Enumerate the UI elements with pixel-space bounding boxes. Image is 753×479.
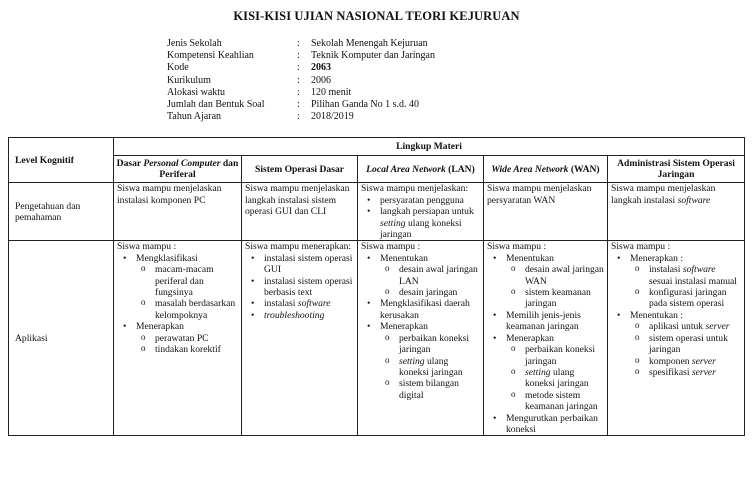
bullet-list [487,253,604,436]
meta-label: Kurikulum [167,74,211,86]
bullet-item [361,298,480,321]
text-run: instalasi sistem operasi GUI [264,252,353,276]
text-run: Siswa mampu menerapkan: [245,241,352,253]
text-run: desain jaringan [399,287,458,299]
text-run: sistem bilangan digital [399,378,459,401]
sub-item [630,264,741,287]
sub-list [380,264,480,298]
column-header [484,156,608,183]
cell-intro [611,183,741,206]
sub-item [136,298,238,321]
text-run: perbaikan koneksi jaringan [525,344,596,367]
meta-row [167,50,435,62]
text-run: Personal Computer [143,158,221,170]
bullet-item [117,321,238,355]
materi-cell [608,183,745,241]
text-run: sesuai instalasi manual [649,275,737,287]
sub-item [630,367,741,378]
text-run: Menentukan [506,252,554,264]
level-kognitif-header: Level Kognitif [9,138,114,183]
text-run: spesifikasi [649,366,692,378]
sub-item [630,333,741,356]
text-run: masalah berdasarkan kelompoknya [155,298,236,321]
sub-item [136,344,238,355]
meta-label: Kompetensi Keahlian [167,50,254,62]
bullet-item [487,310,604,333]
meta-colon: : [297,86,300,98]
column-header [608,156,745,183]
meta-value: Pilihan Ganda No 1 s.d. 40 [311,99,420,111]
text-run: Dasar [116,158,144,170]
text-run: Menerapkan : [630,252,684,264]
column-header [242,156,358,183]
text-run: persyaratan pengguna [380,194,464,206]
bullet-list [361,195,480,241]
text-run: ulang koneksi jaringan [525,366,589,390]
meta-colon: : [297,111,300,123]
meta-label: Jumlah dan Bentuk Soal [167,99,265,111]
text-run: Menentukan : [630,309,684,321]
cell-intro [487,183,604,206]
text-run: server [691,366,716,378]
sub-item [506,344,604,367]
bullet-item [245,276,354,299]
bullet-item [117,253,238,321]
meta-colon: : [297,99,300,111]
bullet-item [361,253,480,299]
text-run: macam-macam periferal dan fungsinya [155,264,214,299]
text-run: perbaikan koneksi jaringan [399,332,470,356]
text-run: Siswa mampu menjelaskan langkah instalasi [611,183,716,206]
text-run: Siswa mampu : [117,241,177,253]
meta-row [167,111,435,123]
sub-list [506,344,604,412]
sub-list [136,264,238,321]
materi-cell [242,241,358,436]
text-run: desain awal jaringan WAN [525,264,604,287]
text-run: Menerapkan [136,321,184,333]
bullet-item [361,206,480,240]
meta-row [167,38,435,50]
meta-value: 2018/2019 [311,111,354,123]
text-run: instalasi sistem operasi berbasis text [264,275,353,299]
materi-cell [608,241,745,436]
meta-colon: : [297,50,300,62]
sub-item [630,287,741,310]
materi-cell [484,183,608,241]
meta-value: 2063 [311,62,331,74]
text-run: server [705,321,730,333]
materi-cell [114,183,242,241]
cell-intro [611,241,741,252]
sub-item [136,264,238,298]
sub-item [380,333,480,356]
bullet-list [611,253,741,378]
text-run: Siswa mampu menjelaskan: [361,183,469,195]
meta-value: Sekolah Menengah Kejuruan [311,38,428,49]
sub-item [506,287,604,310]
sub-list [630,321,741,378]
text-run: tindakan korektif [155,344,221,356]
sub-item [380,287,480,298]
meta-value: Teknik Komputer dan Jaringan [311,50,435,62]
sub-item [380,356,480,379]
meta-value: 120 menit [311,86,352,98]
text-run: Mengklasifikasi [136,252,198,264]
text-run: Menerapkan [506,332,554,344]
sub-list [380,333,480,401]
sub-item [506,264,604,287]
text-run: langkah persiapan untuk [380,206,474,218]
text-run: sistem keamanan jaringan [525,287,591,310]
bullet-item [487,333,604,413]
cell-intro [361,241,480,252]
text-run: Siswa mampu menjelaskan instalasi komponen PC [117,183,222,206]
text-run: setting [380,217,406,229]
sub-list [630,264,741,310]
sub-list [136,333,238,356]
text-run: Siswa mampu menjelaskan langkah instalasi sistem operasi GUI dan CLI [245,183,350,218]
sub-list [506,264,604,310]
sub-item [630,321,741,332]
text-run: troubleshooting [264,309,325,321]
text-run: ulang koneksi jaringan [399,355,463,378]
text-run: dan Periferal [159,158,239,181]
table-row [9,183,745,241]
bullet-item [361,195,480,206]
materi-cell [242,183,358,241]
meta-label: Tahun Ajaran [167,111,222,123]
table-row [9,241,745,436]
text-run: Administrasi Sistem Operasi Jaringan [617,158,735,181]
text-run: aplikasi untuk [649,321,706,333]
meta-row [167,62,435,74]
sub-item [380,378,480,401]
bullet-item [611,253,741,310]
text-run: konfigurasi jaringan pada sistem operasi [649,287,727,310]
sub-item [506,367,604,390]
meta-colon: : [297,62,300,74]
text-run: software [682,264,716,276]
sub-item [380,264,480,287]
text-run: Sistem Operasi Dasar [255,163,344,175]
text-run: Memilih jenis-jenis keamanan jaringan [506,309,581,333]
cell-intro [117,241,238,252]
level-kognitif-cell: Pengetahuan dan pemahaman [9,183,114,241]
materi-cell [358,183,484,241]
bullet-item [487,413,604,436]
meta-value: 2006 [311,74,331,86]
text-run: software [297,298,331,310]
bullet-item [487,253,604,310]
meta-row [167,75,435,87]
sub-item [630,356,741,367]
text-run: setting [399,355,425,367]
materi-cell [484,241,608,436]
meta-colon: : [297,74,300,86]
text-run: setting [525,366,551,378]
cell-intro [361,183,480,194]
meta-label: Jenis Sekolah [167,38,222,49]
text-run: perawatan PC [155,332,209,344]
text-run: Siswa mampu : [487,241,547,253]
meta-colon: : [297,38,300,49]
bullet-list [117,253,238,356]
cell-intro [245,183,354,217]
cell-intro [245,241,354,252]
cell-intro [117,183,238,206]
text-run: sistem operasi untuk jaringan [649,332,728,356]
text-run: instalasi [649,264,683,276]
meta-label: Alokasi waktu [167,86,226,98]
text-run: Mengklasifikasi daerah kerusakan [380,298,470,321]
meta-label: Kode [167,62,189,74]
bullet-list [245,253,354,321]
text-run: Mengurutkan perbaikan koneksi [506,412,598,435]
document-meta [167,38,435,123]
materi-cell [114,241,242,436]
text-run: server [691,355,716,367]
text-run: ulang koneksi jaringan [380,217,462,241]
text-run: Siswa mampu menjelaskan persyaratan WAN [487,183,592,206]
sub-item [136,333,238,344]
text-run: software [677,194,711,206]
kisi-kisi-table [8,137,745,436]
bullet-item [245,310,354,321]
text-run: (LAN) [445,163,475,175]
text-run: metode sistem keamanan jaringan [525,389,598,413]
text-run: instalasi [264,298,298,310]
bullet-item [361,321,480,401]
bullet-item [245,298,354,309]
document-title: KISI-KISI UJIAN NASIONAL TEORI KEJURUAN [233,9,520,23]
bullet-list [361,253,480,401]
text-run: Menerapkan [380,321,428,333]
column-header [114,156,242,183]
column-header [358,156,484,183]
text-run: desain awal jaringan LAN [399,264,478,287]
lingkup-materi-header: Lingkup Materi [114,138,745,156]
text-run: Menentukan [380,252,428,264]
sub-item [506,390,604,413]
materi-cell [358,241,484,436]
text-run: komponen [649,355,692,367]
text-run: (WAN) [568,163,600,175]
meta-row [167,99,435,111]
text-run: Local Area Network [366,163,446,175]
text-run: Siswa mampu : [611,241,671,253]
level-kognitif-cell: Aplikasi [9,241,114,436]
meta-row [167,87,435,99]
text-run: Siswa mampu : [361,241,421,253]
bullet-item [245,253,354,276]
bullet-item [611,310,741,378]
cell-intro [487,241,604,252]
text-run: Wide Area Network [491,163,569,175]
